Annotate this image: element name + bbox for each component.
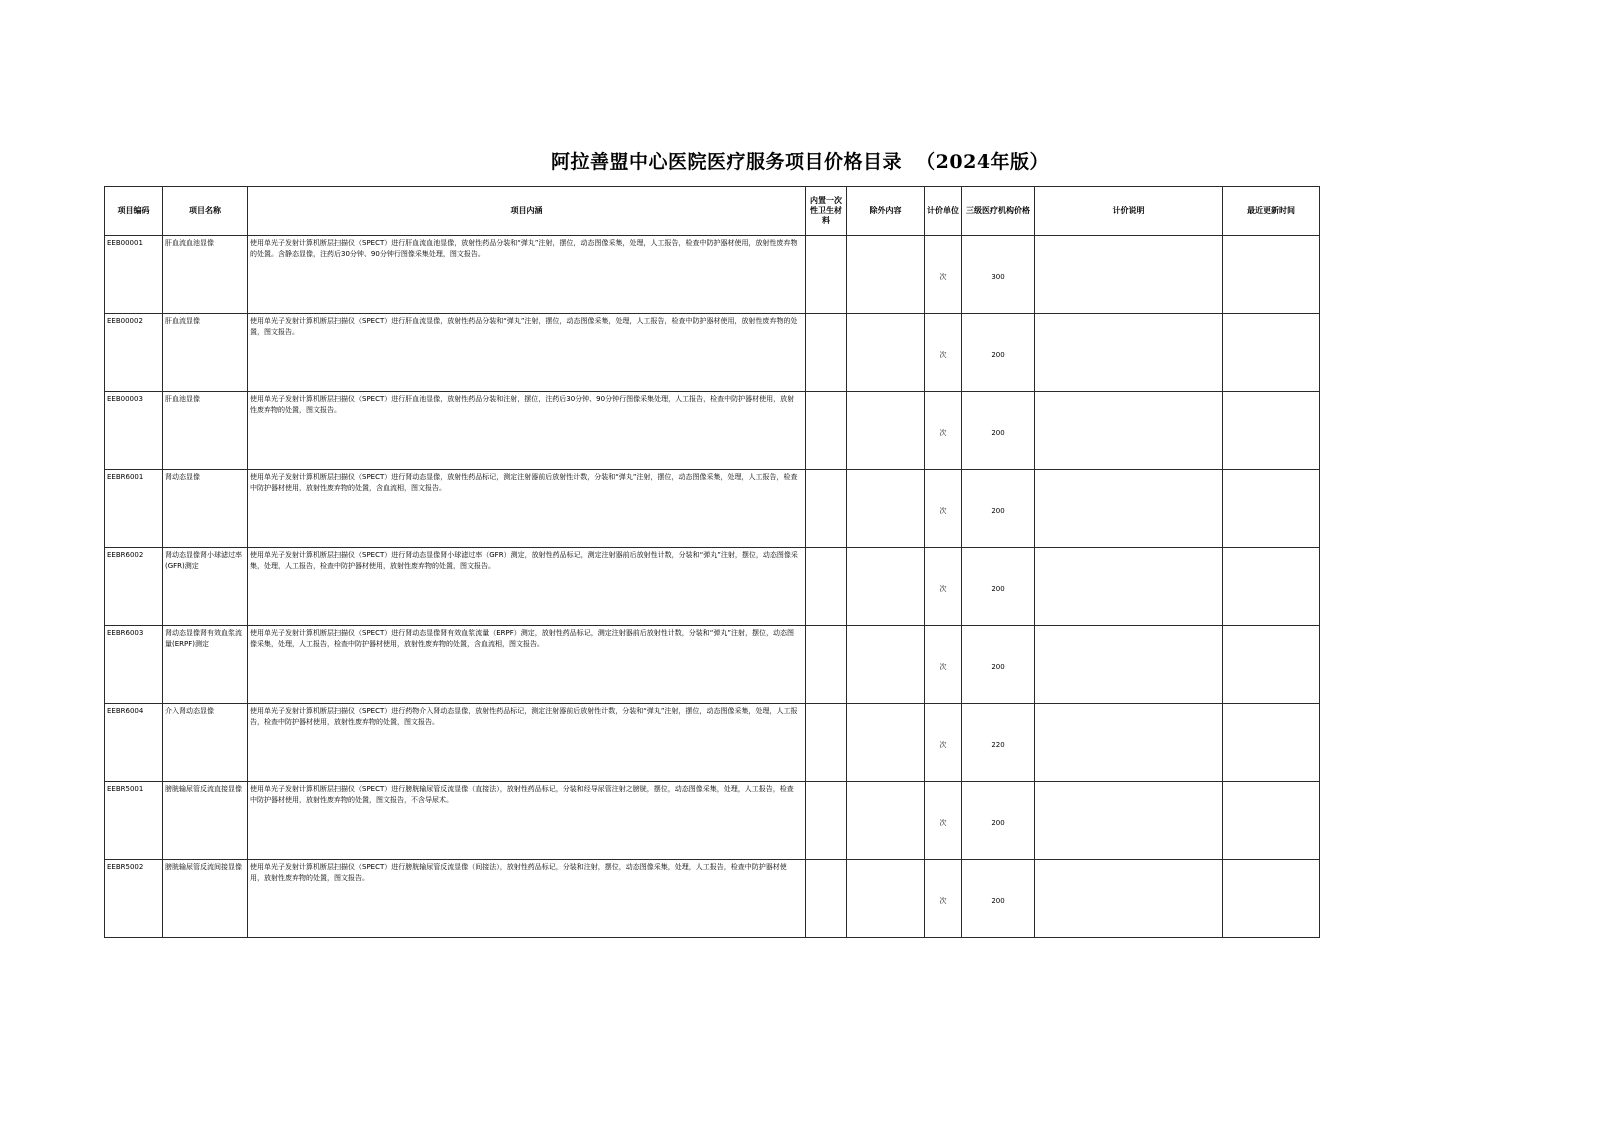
pricing-note-cell	[1035, 548, 1223, 626]
item-name-cell: 介入肾动态显像	[163, 704, 248, 782]
pricing-note-cell	[1035, 470, 1223, 548]
material-cell	[806, 704, 847, 782]
item-content-cell: 使用单光子发射计算机断层扫描仪（SPECT）进行肾动态显像肾有效血浆流量（ERPF）测定，放射性药品标记，测定注射器前后放射性计数，分装和“弹丸”注射，摆位，动态图像采集，处理，人工报告，检查中防护器材使用，放射性废弃物的处置，含血流相，图文报告。	[248, 626, 806, 704]
price-cell: 200	[962, 860, 1035, 938]
exclusion-cell	[847, 236, 925, 314]
item-content-cell: 使用单光子发射计算机断层扫描仪（SPECT）进行肝血流血池显像，放射性药品分装和“弹丸”注射，摆位，动态图像采集，处理，人工报告，检查中防护器材使用，放射性废弃物的处置。含静态显像，注药后30分钟、90分钟行图像采集处理，图文报告。	[248, 236, 806, 314]
exclusion-cell	[847, 314, 925, 392]
material-cell	[806, 782, 847, 860]
pricing-note-cell	[1035, 704, 1223, 782]
item-content-cell: 使用单光子发射计算机断层扫描仪（SPECT）进行膀胱输尿管反流显像（间接法），放射性药品标记，分装和注射，摆位，动态图像采集，处理，人工报告，检查中防护器材使用，放射性废弃物的处置，图文报告。	[248, 860, 806, 938]
item-code-cell: EEB00002	[105, 314, 163, 392]
item-content-cell: 使用单光子发射计算机断层扫描仪（SPECT）进行肝血流显像，放射性药品分装和“弹丸”注射，摆位，动态图像采集，处理，人工报告，检查中防护器材使用，放射性废弃物的处置，图文报告。	[248, 314, 806, 392]
table-row	[105, 314, 1320, 392]
table-row	[105, 392, 1320, 470]
updated-time-cell	[1223, 548, 1320, 626]
exclusion-cell	[847, 626, 925, 704]
price-cell: 200	[962, 626, 1035, 704]
item-code-cell: EEB00001	[105, 236, 163, 314]
material-cell	[806, 860, 847, 938]
item-name-cell: 肾动态显像肾有效血浆流量(ERPF)测定	[163, 626, 248, 704]
material-cell	[806, 392, 847, 470]
price-cell: 200	[962, 470, 1035, 548]
price-cell: 200	[962, 314, 1035, 392]
table-row	[105, 548, 1320, 626]
exclusion-cell	[847, 860, 925, 938]
table-row	[105, 860, 1320, 938]
updated-time-cell	[1223, 314, 1320, 392]
item-code-cell: EEBR6002	[105, 548, 163, 626]
header-note: 计价说明	[1035, 187, 1223, 236]
item-code-cell: EEBR6003	[105, 626, 163, 704]
item-name-cell: 肝血流显像	[163, 314, 248, 392]
price-table	[104, 186, 1320, 938]
material-cell	[806, 626, 847, 704]
exclusion-cell	[847, 392, 925, 470]
updated-time-cell	[1223, 470, 1320, 548]
material-cell	[806, 314, 847, 392]
unit-cell: 次	[925, 860, 962, 938]
updated-time-cell	[1223, 704, 1320, 782]
updated-time-cell	[1223, 392, 1320, 470]
unit-cell: 次	[925, 392, 962, 470]
unit-cell: 次	[925, 626, 962, 704]
unit-cell: 次	[925, 548, 962, 626]
item-name-cell: 肝血流血池显像	[163, 236, 248, 314]
material-cell	[806, 236, 847, 314]
unit-cell: 次	[925, 704, 962, 782]
exclusion-cell	[847, 782, 925, 860]
item-content-cell: 使用单光子发射计算机断层扫描仪（SPECT）进行膀胱输尿管反流显像（直接法），放射性药品标记，分装和经导尿管注射之膀胱，摆位，动态图像采集，处理，人工报告，检查中防护器材使用，放射性废弃物的处置，图文报告，不含导尿术。	[248, 782, 806, 860]
updated-time-cell	[1223, 860, 1320, 938]
price-cell: 200	[962, 392, 1035, 470]
exclusion-cell	[847, 548, 925, 626]
item-content-cell: 使用单光子发射计算机断层扫描仪（SPECT）进行肾动态显像，放射性药品标记，测定注射器前后放射性计数，分装和“弹丸”注射，摆位，动态图像采集，处理，人工报告，检查中防护器材使用，放射性废弃物的处置，含血流相，图文报告。	[248, 470, 806, 548]
table-row	[105, 626, 1320, 704]
table-row	[105, 704, 1320, 782]
header-unit: 计价单位	[925, 187, 962, 236]
header-name: 项目名称	[163, 187, 248, 236]
item-name-cell: 肝血池显像	[163, 392, 248, 470]
updated-time-cell	[1223, 782, 1320, 860]
page-title: 阿拉善盟中心医院医疗服务项目价格目录 （2024年版）	[550, 151, 1050, 173]
updated-time-cell	[1223, 236, 1320, 314]
item-code-cell: EEBR6001	[105, 470, 163, 548]
pricing-note-cell	[1035, 314, 1223, 392]
item-name-cell: 肾动态显像肾小球滤过率(GFR)测定	[163, 548, 248, 626]
item-name-cell: 肾动态显像	[163, 470, 248, 548]
header-material: 内置一次性卫生材料	[806, 187, 847, 236]
item-name-cell: 膀胱输尿管反流直接显像	[163, 782, 248, 860]
item-content-cell: 使用单光子发射计算机断层扫描仪（SPECT）进行肾动态显像肾小球滤过率（GFR）测定，放射性药品标记，测定注射器前后放射性计数，分装和“弹丸”注射，摆位，动态图像采集，处理，人工报告，检查中防护器材使用，放射性废弃物的处置，图文报告。	[248, 548, 806, 626]
pricing-note-cell	[1035, 626, 1223, 704]
header-updated: 最近更新时间	[1223, 187, 1320, 236]
pricing-note-cell	[1035, 860, 1223, 938]
item-code-cell: EEBR5001	[105, 782, 163, 860]
pricing-note-cell	[1035, 782, 1223, 860]
item-code-cell: EEBR5002	[105, 860, 163, 938]
header-price: 三级医疗机构价格	[962, 187, 1035, 236]
item-name-cell: 膀胱输尿管反流间接显像	[163, 860, 248, 938]
unit-cell: 次	[925, 314, 962, 392]
item-content-cell: 使用单光子发射计算机断层扫描仪（SPECT）进行药物介入肾动态显像，放射性药品标记，测定注射器前后放射性计数，分装和“弹丸”注射，摆位，动态图像采集，处理，人工报告，检查中防护器材使用，放射性废弃物的处置，图文报告。	[248, 704, 806, 782]
updated-time-cell	[1223, 626, 1320, 704]
item-code-cell: EEB00003	[105, 392, 163, 470]
header-row	[105, 187, 1320, 236]
header-content: 项目内涵	[248, 187, 806, 236]
price-cell: 200	[962, 548, 1035, 626]
header-exclusion: 除外内容	[847, 187, 925, 236]
item-content-cell: 使用单光子发射计算机断层扫描仪（SPECT）进行肝血池显像，放射性药品分装和注射，摆位，注药后30分钟、90分钟行图像采集处理，人工报告，检查中防护器材使用，放射性废弃物的处置，图文报告。	[248, 392, 806, 470]
unit-cell: 次	[925, 236, 962, 314]
pricing-note-cell	[1035, 392, 1223, 470]
price-cell: 200	[962, 782, 1035, 860]
pricing-note-cell	[1035, 236, 1223, 314]
price-cell: 220	[962, 704, 1035, 782]
material-cell	[806, 548, 847, 626]
item-code-cell: EEBR6004	[105, 704, 163, 782]
price-cell: 300	[962, 236, 1035, 314]
unit-cell: 次	[925, 782, 962, 860]
exclusion-cell	[847, 704, 925, 782]
material-cell	[806, 470, 847, 548]
table-row	[105, 470, 1320, 548]
table-row	[105, 782, 1320, 860]
unit-cell: 次	[925, 470, 962, 548]
header-code: 项目编码	[105, 187, 163, 236]
table-row	[105, 236, 1320, 314]
exclusion-cell	[847, 470, 925, 548]
